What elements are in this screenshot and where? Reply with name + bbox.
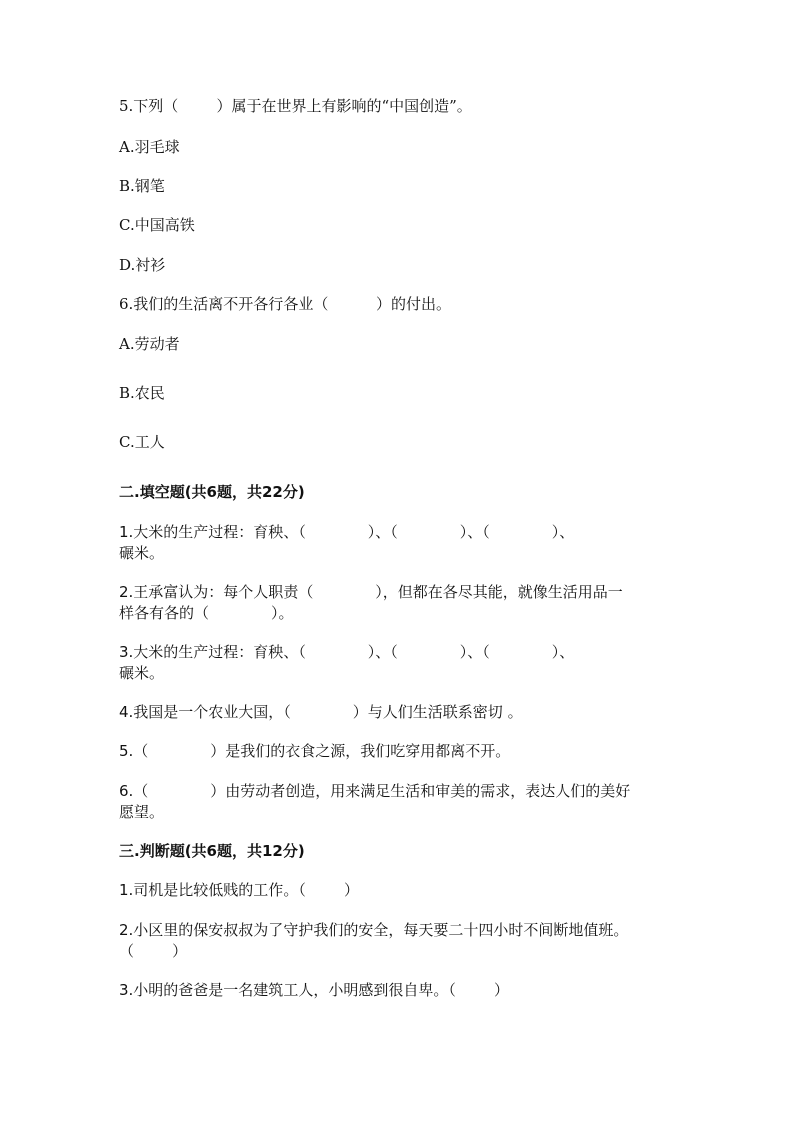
fill-item-1-line2: 碾米。 — [119, 544, 165, 562]
question-5-option-a: A.羽毛球 — [119, 138, 180, 156]
fill-item-3-line2: 碾米。 — [119, 664, 165, 682]
judge-item-2-line2: （ ） — [119, 942, 188, 960]
question-5-option-b: B.钢笔 — [119, 177, 165, 195]
fill-item-6-line2: 愿望。 — [119, 803, 165, 821]
question-6-option-a: A.劳动者 — [119, 335, 180, 353]
question-5-option-c: C.中国高铁 — [119, 216, 195, 234]
question-6-option-b: B.农民 — [119, 384, 165, 402]
fill-item-2-line2: 样各有各的（ ）。 — [119, 604, 294, 622]
fill-item-6-line1: 6.（ ）由劳动者创造，用来满足生活和审美的需求，表达人们的美好 — [119, 782, 631, 800]
fill-item-1-line1: 1.大米的生产过程：育秧、（ ）、（ ）、（ ）、 — [119, 523, 575, 541]
judge-item-2-line1: 2.小区里的保安叔叔为了守护我们的安全，每天要二十四小时不间断地值班。 — [119, 921, 629, 939]
question-6-option-c: C.工人 — [119, 433, 165, 451]
question-6-stem: 6.我们的生活离不开各行各业（ ）的付出。 — [119, 295, 451, 313]
fill-item-3-line1: 3.大米的生产过程：育秧、（ ）、（ ）、（ ）、 — [119, 643, 575, 661]
question-5-stem: 5.下列（ ）属于在世界上有影响的“中国创造”。 — [119, 97, 472, 115]
section-fill-heading: 二.填空题(共6题，共22分) — [119, 483, 305, 501]
judge-item-3: 3.小明的爸爸是一名建筑工人，小明感到很自卑。（ ） — [119, 981, 509, 999]
section-judge-heading: 三.判断题(共6题，共12分) — [119, 842, 305, 860]
question-5-option-d: D.衬衫 — [119, 256, 166, 274]
fill-item-4: 4.我国是一个农业大国，（ ）与人们生活联系密切 。 — [119, 703, 523, 721]
fill-item-5: 5.（ ）是我们的衣食之源，我们吃穿用都离不开。 — [119, 742, 511, 760]
fill-item-2-line1: 2.王承富认为：每个人职责（ ），但都在各尽其能，就像生活用品一 — [119, 583, 623, 601]
judge-item-1: 1.司机是比较低贱的工作。（ ） — [119, 881, 359, 899]
